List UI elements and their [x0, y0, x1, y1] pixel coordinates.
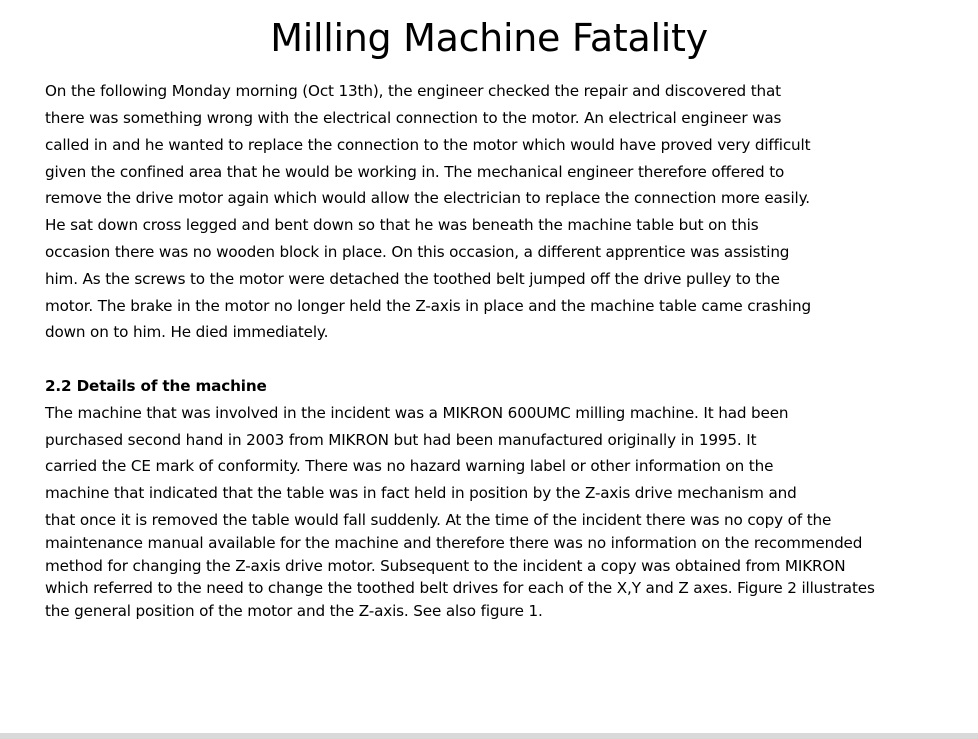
paragraph-line: remove the drive motor again which would allow the electrician to replace the connection more easily.	[45, 189, 810, 207]
paragraph-line: The machine that was involved in the incident was a MIKRON 600UMC milling machine. It had been	[45, 404, 789, 422]
paragraph-line: purchased second hand in 2003 from MIKRON but had been manufactured originally in 1995. It	[45, 431, 757, 449]
paragraph-line: which referred to the need to change the toothed belt drives for each of the X,Y and Z axes. Figure 2 illustrates	[45, 579, 875, 597]
paragraph-line: there was something wrong with the electrical connection to the motor. An electrical engineer was	[45, 109, 782, 127]
section-heading: 2.2 Details of the machine	[45, 377, 267, 395]
page-bottom-edge	[0, 733, 978, 739]
paragraph-line: machine that indicated that the table was in fact held in position by the Z-axis drive mechanism and	[45, 484, 797, 502]
paragraph-line: He sat down cross legged and bent down so that he was beneath the machine table but on this	[45, 216, 759, 234]
paragraph-line: down on to him. He died immediately.	[45, 323, 329, 341]
paragraph-line: On the following Monday morning (Oct 13th), the engineer checked the repair and discovered that	[45, 82, 781, 100]
page-title: Milling Machine Fatality	[270, 16, 708, 60]
paragraph-line: given the confined area that he would be working in. The mechanical engineer therefore offered to	[45, 163, 785, 181]
paragraph-line: maintenance manual available for the machine and therefore there was no information on the recommended	[45, 534, 863, 552]
paragraph-line: motor. The brake in the motor no longer held the Z-axis in place and the machine table came crashing	[45, 297, 812, 315]
paragraph-line: called in and he wanted to replace the connection to the motor which would have proved very difficult	[45, 136, 811, 154]
paragraph-line: that once it is removed the table would fall suddenly. At the time of the incident there was no copy of the	[45, 511, 832, 529]
paragraph-line: carried the CE mark of conformity. There was no hazard warning label or other information on the	[45, 457, 774, 475]
paragraph-line: him. As the screws to the motor were detached the toothed belt jumped off the drive pulley to the	[45, 270, 780, 288]
paragraph-line: occasion there was no wooden block in place. On this occasion, a different apprentice was assisting	[45, 243, 790, 261]
paragraph-line: the general position of the motor and the Z-axis. See also figure 1.	[45, 602, 543, 620]
paragraph-line: method for changing the Z-axis drive motor. Subsequent to the incident a copy was obtained from MIKRON	[45, 557, 846, 575]
